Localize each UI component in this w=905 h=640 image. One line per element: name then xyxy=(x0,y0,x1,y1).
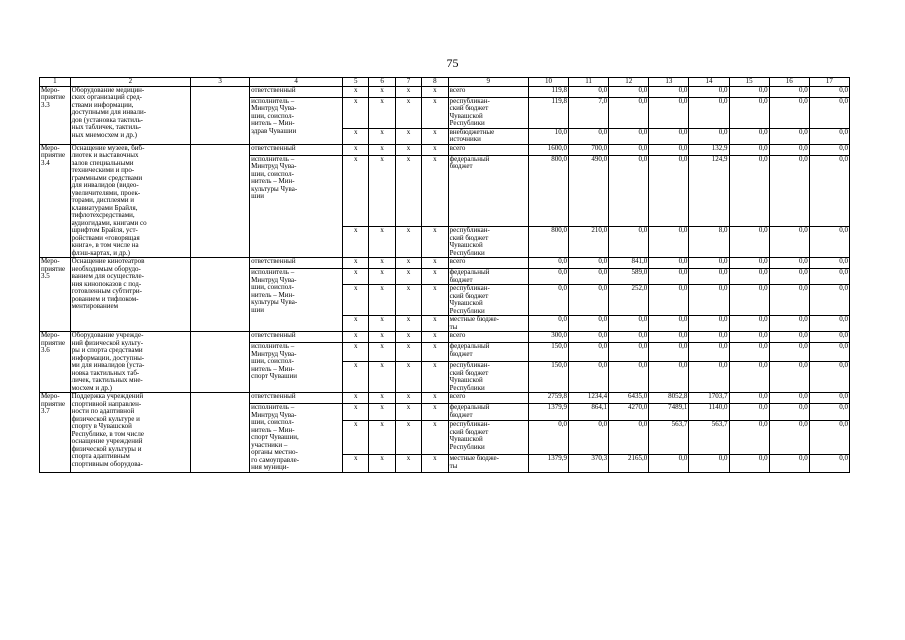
funding-value: 0,0 xyxy=(769,332,809,343)
funding-value: 0,0 xyxy=(609,227,649,258)
funding-source: федеральный бюджет xyxy=(448,343,528,362)
funding-value: 0,0 xyxy=(609,362,649,393)
measure-code: Меро- приятие 3.6 xyxy=(40,332,71,393)
x-mark: x xyxy=(369,285,395,316)
measure-name: Оснащение кинотеатров необходимым оборудо- ванием для осуществле- ния кинопоказов с под- готовленным субтитри- рованием и тифлоком- ментированием xyxy=(70,258,190,332)
measure-code: Меро- приятие 3.3 xyxy=(40,86,71,144)
funding-value: 0,0 xyxy=(729,332,769,343)
funding-value: 0,0 xyxy=(809,86,849,97)
x-mark: x xyxy=(422,362,448,393)
funding-value: 1379,9 xyxy=(528,404,568,421)
x-mark: x xyxy=(422,421,448,455)
budget-table xyxy=(39,77,850,473)
x-mark: x xyxy=(395,155,421,227)
column-number-7: 7 xyxy=(395,78,421,87)
funding-value: 0,0 xyxy=(609,97,649,128)
x-mark: x xyxy=(422,285,448,316)
funding-value: 0,0 xyxy=(609,343,649,362)
executor-text: исполнитель – Минтруд Чува- шии, соиспол- нитель – Мин- спорт Чувашии xyxy=(250,343,343,393)
column-number-8: 8 xyxy=(422,78,448,87)
x-mark: x xyxy=(369,258,395,269)
x-mark: x xyxy=(369,227,395,258)
funding-value: 0,0 xyxy=(649,128,689,144)
measure-code: Меро- приятие 3.4 xyxy=(40,144,71,258)
x-mark: x xyxy=(422,343,448,362)
funding-value: 132,9 xyxy=(689,144,729,155)
funding-value: 0,0 xyxy=(649,269,689,285)
measure-name: Поддержка учреждений спортивной направлен- ности по адаптивной физической культуре и спорту в Чувашской Республике, в том числе оснащение учреждений физической культуры и спорта адаптивным спортивным оборудова- xyxy=(70,393,190,473)
x-mark: x xyxy=(343,455,369,472)
x-mark: x xyxy=(369,393,395,404)
funding-value: 0,0 xyxy=(809,97,849,128)
x-mark: x xyxy=(422,155,448,227)
funding-source: республикан- ский бюджет Чувашской Республики xyxy=(448,227,528,258)
x-mark: x xyxy=(395,404,421,421)
funding-value: 2759,8 xyxy=(528,393,568,404)
page-number: 75 xyxy=(446,56,459,70)
x-mark: x xyxy=(369,404,395,421)
x-mark: x xyxy=(369,97,395,128)
funding-value: 563,7 xyxy=(689,421,729,455)
funding-value: 0,0 xyxy=(649,316,689,332)
column-number-13: 13 xyxy=(649,78,689,87)
x-mark: x xyxy=(369,421,395,455)
funding-value: 0,0 xyxy=(528,421,568,455)
executor-text: исполнитель – Минтруд Чува- шии, соиспол- нитель – Мин- культуры Чува- шии xyxy=(250,269,343,332)
funding-value: 0,0 xyxy=(689,285,729,316)
table-row xyxy=(40,86,850,97)
funding-value: 0,0 xyxy=(769,155,809,227)
x-mark: x xyxy=(395,227,421,258)
funding-value: 0,0 xyxy=(769,421,809,455)
funding-value: 0,0 xyxy=(649,285,689,316)
funding-value: 0,0 xyxy=(569,128,609,144)
funding-value: 0,0 xyxy=(649,227,689,258)
x-mark: x xyxy=(343,343,369,362)
column-number-4: 4 xyxy=(250,78,343,87)
x-mark: x xyxy=(343,285,369,316)
x-mark: x xyxy=(395,455,421,472)
funding-source: федеральный бюджет xyxy=(448,404,528,421)
funding-value: 563,7 xyxy=(649,421,689,455)
funding-value: 0,0 xyxy=(809,155,849,227)
funding-source: республикан- ский бюджет Чувашской Республики xyxy=(448,362,528,393)
x-mark: x xyxy=(369,316,395,332)
executor-label: ответственный xyxy=(250,86,343,97)
funding-value: 0,0 xyxy=(649,86,689,97)
x-mark: x xyxy=(343,258,369,269)
funding-source: республикан- ский бюджет Чувашской Республики xyxy=(448,97,528,128)
x-mark: x xyxy=(395,316,421,332)
funding-value: 0,0 xyxy=(729,362,769,393)
funding-value: 0,0 xyxy=(729,227,769,258)
x-mark: x xyxy=(343,86,369,97)
x-mark: x xyxy=(422,144,448,155)
funding-value: 864,1 xyxy=(569,404,609,421)
funding-value: 0,0 xyxy=(569,362,609,393)
funding-value: 1234,4 xyxy=(569,393,609,404)
x-mark: x xyxy=(369,362,395,393)
funding-value: 0,0 xyxy=(729,144,769,155)
funding-value: 119,8 xyxy=(528,86,568,97)
funding-value: 700,0 xyxy=(569,144,609,155)
x-mark: x xyxy=(422,269,448,285)
funding-value: 0,0 xyxy=(769,404,809,421)
empty-column-3 xyxy=(191,86,250,144)
funding-value: 210,0 xyxy=(569,227,609,258)
measure-name: Оборудование медицин- ских организаций сред- ствами информации, доступными для инвали- дов (установка тактиль- ных табличек, тактиль- ных мнемосхем и др.) xyxy=(70,86,190,144)
executor-label: ответственный xyxy=(250,144,343,155)
x-mark: x xyxy=(422,316,448,332)
funding-value: 490,0 xyxy=(569,155,609,227)
funding-value: 150,0 xyxy=(528,343,568,362)
measure-name: Оборудование учрежде- ний физической культу- ры и спорта средствами информации, доступны- ми для инвалидов (уста- новка тактильных таб- личек, тактильных мне- мосхем и др.) xyxy=(70,332,190,393)
column-number-9: 9 xyxy=(448,78,528,87)
funding-value: 0,0 xyxy=(809,455,849,472)
funding-source: республикан- ский бюджет Чувашской Республики xyxy=(448,421,528,455)
funding-value: 0,0 xyxy=(649,332,689,343)
funding-value: 800,0 xyxy=(528,227,568,258)
funding-value: 0,0 xyxy=(729,404,769,421)
funding-value: 1140,0 xyxy=(689,404,729,421)
funding-value: 0,0 xyxy=(649,97,689,128)
funding-value: 0,0 xyxy=(769,343,809,362)
funding-value: 0,0 xyxy=(809,128,849,144)
funding-value: 1600,0 xyxy=(528,144,568,155)
x-mark: x xyxy=(343,362,369,393)
funding-value: 0,0 xyxy=(569,258,609,269)
funding-value: 0,0 xyxy=(729,316,769,332)
x-mark: x xyxy=(369,128,395,144)
x-mark: x xyxy=(395,332,421,343)
funding-value: 0,0 xyxy=(569,421,609,455)
column-number-11: 11 xyxy=(569,78,609,87)
funding-value: 7489,1 xyxy=(649,404,689,421)
funding-value: 0,0 xyxy=(809,316,849,332)
column-number-15: 15 xyxy=(729,78,769,87)
funding-value: 0,0 xyxy=(769,285,809,316)
funding-value: 841,0 xyxy=(609,258,649,269)
funding-value: 0,0 xyxy=(729,97,769,128)
funding-value: 6435,0 xyxy=(609,393,649,404)
funding-value: 0,0 xyxy=(729,86,769,97)
funding-value: 0,0 xyxy=(569,343,609,362)
funding-value: 0,0 xyxy=(528,269,568,285)
funding-value: 0,0 xyxy=(528,258,568,269)
funding-value: 0,0 xyxy=(809,258,849,269)
funding-value: 0,0 xyxy=(689,343,729,362)
funding-value: 8052,8 xyxy=(649,393,689,404)
x-mark: x xyxy=(343,144,369,155)
table-row xyxy=(40,144,850,155)
funding-value: 119,8 xyxy=(528,97,568,128)
funding-value: 0,0 xyxy=(809,332,849,343)
measure-code: Меро- приятие 3.5 xyxy=(40,258,71,332)
x-mark: x xyxy=(422,227,448,258)
x-mark: x xyxy=(369,269,395,285)
funding-value: 4270,0 xyxy=(609,404,649,421)
funding-value: 150,0 xyxy=(528,362,568,393)
measure-code: Меро- приятие 3.7 xyxy=(40,393,71,473)
x-mark: x xyxy=(395,86,421,97)
funding-value: 252,0 xyxy=(609,285,649,316)
funding-value: 0,0 xyxy=(769,227,809,258)
x-mark: x xyxy=(422,86,448,97)
column-number-16: 16 xyxy=(769,78,809,87)
x-mark: x xyxy=(395,343,421,362)
column-number-17: 17 xyxy=(809,78,849,87)
x-mark: x xyxy=(422,404,448,421)
table-row xyxy=(40,332,850,343)
measure-name: Оснащение музеев, биб- лиотек и выставочных залов специальными техническими и про- граммными средствами для инвалидов (видео- увеличителями, проек- торами, дисплеями и клавиатурами Брайля, тифлотехсредствами, аудиогидами, книгами со шрифтом Брайля, уст- ройствами «говорящая книга», в том числе на флэш-картах, и др.) xyxy=(70,144,190,258)
funding-value: 0,0 xyxy=(769,393,809,404)
column-number-1: 1 xyxy=(40,78,71,87)
x-mark: x xyxy=(422,455,448,472)
funding-value: 0,0 xyxy=(689,97,729,128)
funding-value: 0,0 xyxy=(729,128,769,144)
column-number-10: 10 xyxy=(528,78,568,87)
funding-value: 0,0 xyxy=(769,128,809,144)
funding-value: 8,0 xyxy=(689,227,729,258)
x-mark: x xyxy=(369,455,395,472)
funding-value: 0,0 xyxy=(609,155,649,227)
column-number-14: 14 xyxy=(689,78,729,87)
funding-value: 0,0 xyxy=(689,316,729,332)
executor-text: исполнитель – Минтруд Чува- шии, соиспол- нитель – Мин- спорт Чувашии, участники – органы местно- го самоуправле- ния муници- xyxy=(250,404,343,473)
table-body xyxy=(40,78,850,473)
funding-source: федеральный бюджет xyxy=(448,155,528,227)
funding-value: 0,0 xyxy=(729,285,769,316)
executor-text: исполнитель – Минтруд Чува- шии, соиспол- нитель – Мин- культуры Чува- шии xyxy=(250,155,343,258)
funding-value: 300,0 xyxy=(528,332,568,343)
funding-value: 0,0 xyxy=(769,316,809,332)
funding-value: 0,0 xyxy=(729,393,769,404)
x-mark: x xyxy=(343,155,369,227)
funding-value: 124,9 xyxy=(689,155,729,227)
funding-value: 0,0 xyxy=(689,258,729,269)
funding-value: 0,0 xyxy=(729,421,769,455)
x-mark: x xyxy=(395,393,421,404)
funding-source: всего xyxy=(448,332,528,343)
column-number-row xyxy=(40,78,850,87)
funding-value: 0,0 xyxy=(649,362,689,393)
x-mark: x xyxy=(395,128,421,144)
executor-label: ответственный xyxy=(250,393,343,404)
x-mark: x xyxy=(422,128,448,144)
x-mark: x xyxy=(343,128,369,144)
funding-value: 0,0 xyxy=(809,362,849,393)
funding-value: 0,0 xyxy=(649,144,689,155)
empty-column-3 xyxy=(191,332,250,393)
funding-value: 0,0 xyxy=(769,362,809,393)
funding-value: 0,0 xyxy=(528,316,568,332)
funding-value: 0,0 xyxy=(649,455,689,472)
funding-value: 0,0 xyxy=(729,269,769,285)
column-number-12: 12 xyxy=(609,78,649,87)
funding-value: 0,0 xyxy=(809,227,849,258)
funding-value: 0,0 xyxy=(769,455,809,472)
funding-value: 0,0 xyxy=(809,144,849,155)
column-number-6: 6 xyxy=(369,78,395,87)
funding-value: 0,0 xyxy=(729,155,769,227)
table-row xyxy=(40,393,850,404)
x-mark: x xyxy=(343,393,369,404)
funding-value: 0,0 xyxy=(689,128,729,144)
x-mark: x xyxy=(422,97,448,128)
funding-value: 0,0 xyxy=(569,332,609,343)
x-mark: x xyxy=(343,227,369,258)
funding-value: 0,0 xyxy=(729,258,769,269)
funding-value: 0,0 xyxy=(569,316,609,332)
funding-value: 0,0 xyxy=(649,155,689,227)
funding-value: 0,0 xyxy=(769,86,809,97)
funding-value: 0,0 xyxy=(809,404,849,421)
x-mark: x xyxy=(369,86,395,97)
funding-source: всего xyxy=(448,258,528,269)
x-mark: x xyxy=(395,258,421,269)
executor-text: исполнитель – Минтруд Чува- шии, соиспол- нитель – Мин- здрав Чувашии xyxy=(250,97,343,144)
funding-value: 0,0 xyxy=(769,144,809,155)
x-mark: x xyxy=(395,362,421,393)
x-mark: x xyxy=(369,332,395,343)
column-number-2: 2 xyxy=(70,78,190,87)
funding-value: 0,0 xyxy=(569,86,609,97)
funding-value: 0,0 xyxy=(689,269,729,285)
funding-value: 0,0 xyxy=(689,332,729,343)
x-mark: x xyxy=(395,97,421,128)
funding-source: федеральный бюджет xyxy=(448,269,528,285)
column-number-5: 5 xyxy=(343,78,369,87)
funding-value: 800,0 xyxy=(528,155,568,227)
funding-source: внебюджетные источники xyxy=(448,128,528,144)
funding-value: 0,0 xyxy=(769,258,809,269)
x-mark: x xyxy=(422,393,448,404)
funding-value: 2165,0 xyxy=(609,455,649,472)
funding-value: 0,0 xyxy=(649,258,689,269)
funding-source: всего xyxy=(448,393,528,404)
funding-source: всего xyxy=(448,144,528,155)
funding-value: 370,3 xyxy=(569,455,609,472)
x-mark: x xyxy=(343,404,369,421)
funding-value: 0,0 xyxy=(528,285,568,316)
x-mark: x xyxy=(395,269,421,285)
funding-value: 0,0 xyxy=(769,97,809,128)
x-mark: x xyxy=(369,155,395,227)
funding-value: 0,0 xyxy=(609,86,649,97)
x-mark: x xyxy=(343,269,369,285)
funding-value: 0,0 xyxy=(809,421,849,455)
funding-value: 7,0 xyxy=(569,97,609,128)
funding-value: 0,0 xyxy=(809,285,849,316)
empty-column-3 xyxy=(191,258,250,332)
funding-value: 0,0 xyxy=(809,393,849,404)
funding-value: 589,0 xyxy=(609,269,649,285)
x-mark: x xyxy=(343,97,369,128)
funding-value: 0,0 xyxy=(689,86,729,97)
funding-value: 0,0 xyxy=(609,128,649,144)
funding-value: 0,0 xyxy=(729,343,769,362)
executor-label: ответственный xyxy=(250,258,343,269)
funding-value: 10,0 xyxy=(528,128,568,144)
x-mark: x xyxy=(343,316,369,332)
funding-value: 0,0 xyxy=(609,421,649,455)
x-mark: x xyxy=(422,332,448,343)
x-mark: x xyxy=(343,421,369,455)
x-mark: x xyxy=(395,285,421,316)
x-mark: x xyxy=(395,421,421,455)
x-mark: x xyxy=(343,332,369,343)
funding-value: 0,0 xyxy=(809,343,849,362)
funding-value: 1379,9 xyxy=(528,455,568,472)
x-mark: x xyxy=(369,144,395,155)
table-row xyxy=(40,258,850,269)
funding-value: 0,0 xyxy=(609,316,649,332)
x-mark: x xyxy=(395,144,421,155)
funding-value: 0,0 xyxy=(769,269,809,285)
funding-value: 0,0 xyxy=(809,269,849,285)
funding-value: 0,0 xyxy=(689,455,729,472)
funding-value: 0,0 xyxy=(609,144,649,155)
x-mark: x xyxy=(422,258,448,269)
funding-value: 0,0 xyxy=(689,362,729,393)
empty-column-3 xyxy=(191,144,250,258)
funding-source: местные бюдже- ты xyxy=(448,316,528,332)
funding-value: 0,0 xyxy=(569,269,609,285)
funding-source: республикан- ский бюджет Чувашской Республики xyxy=(448,285,528,316)
funding-value: 0,0 xyxy=(729,455,769,472)
column-number-3: 3 xyxy=(191,78,250,87)
funding-value: 1703,7 xyxy=(689,393,729,404)
funding-value: 0,0 xyxy=(569,285,609,316)
funding-value: 0,0 xyxy=(609,332,649,343)
executor-label: ответственный xyxy=(250,332,343,343)
funding-value: 0,0 xyxy=(649,343,689,362)
empty-column-3 xyxy=(191,393,250,473)
funding-source: всего xyxy=(448,86,528,97)
x-mark: x xyxy=(369,343,395,362)
funding-source: местные бюдже- ты xyxy=(448,455,528,472)
